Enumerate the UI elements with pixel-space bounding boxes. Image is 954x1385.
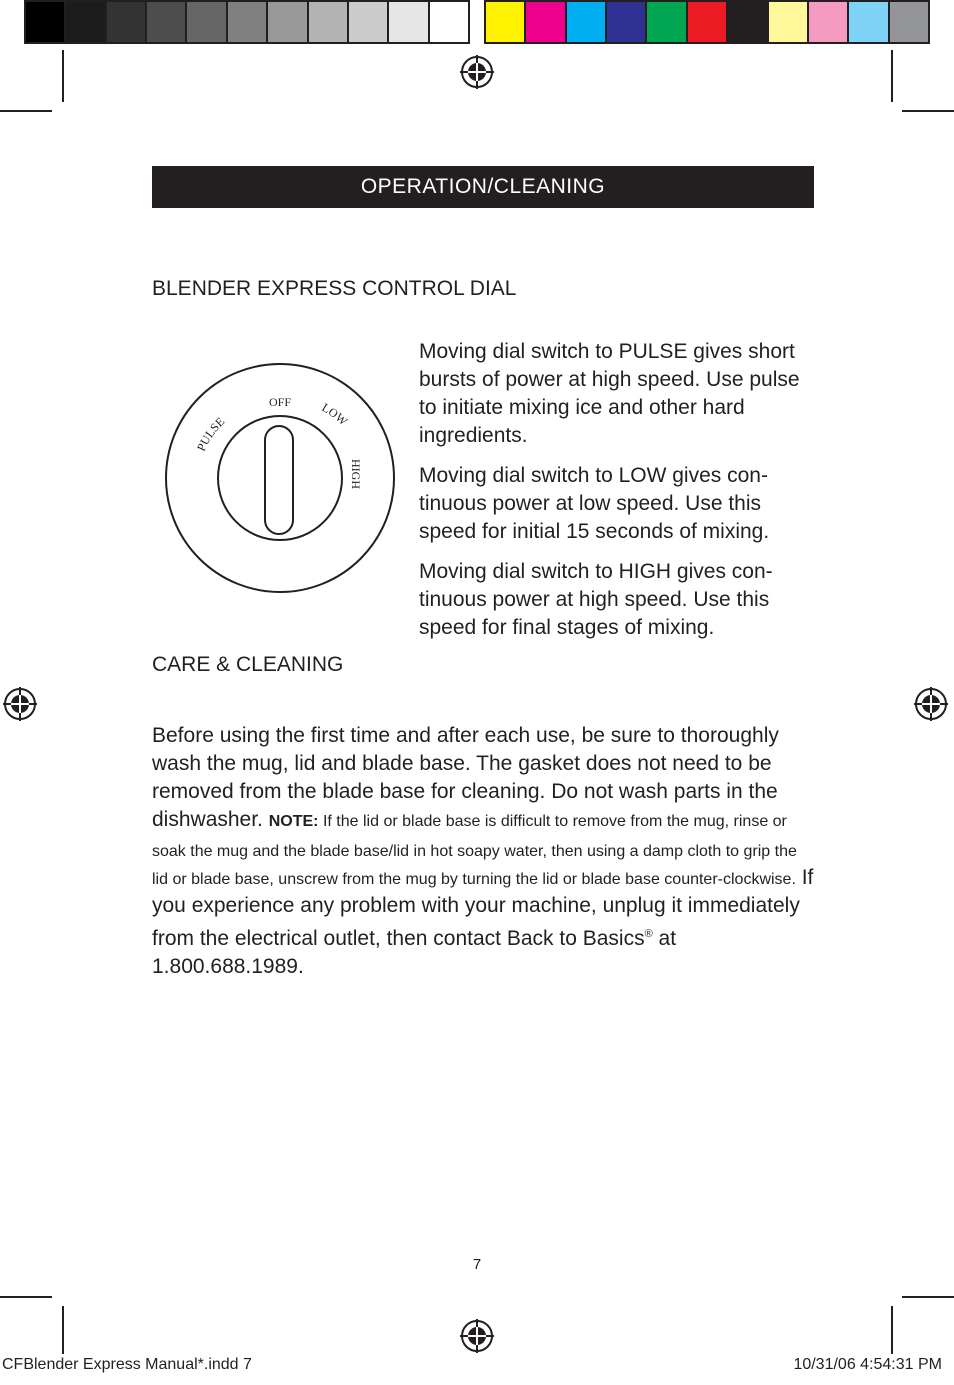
svg-text:LOW — [320, 400, 351, 428]
page-number: 7 — [472, 1256, 482, 1273]
color-swatch — [228, 2, 268, 42]
crop-mark — [0, 110, 52, 112]
pulse-description: Moving dial switch to PULSE gives short bursts of power at high speed. Use pulse to initiate mixing ice and other hard ingredients. — [419, 340, 800, 447]
crop-mark — [62, 1306, 64, 1354]
grayscale-color-bar — [24, 0, 470, 44]
high-description: Moving dial switch to HIGH gives con-tinuous power at high speed. Use this speed for final stages of mixing. — [419, 560, 773, 639]
footer-filename: CFBlender Express Manual*.indd 7 — [2, 1356, 252, 1373]
care-instructions — [152, 722, 814, 981]
color-swatch — [607, 2, 647, 42]
color-swatch — [309, 2, 349, 42]
color-swatch — [769, 2, 809, 42]
color-swatch — [647, 2, 687, 42]
color-swatch — [809, 2, 849, 42]
color-swatch — [688, 2, 728, 42]
color-swatch — [66, 2, 106, 42]
color-swatch — [268, 2, 308, 42]
registration-mark-icon — [3, 687, 37, 721]
section-title-bar: OPERATION/CLEANING — [152, 166, 814, 208]
care-section-heading: CARE & CLEANING — [152, 653, 344, 676]
crop-mark — [891, 50, 893, 102]
color-swatch — [430, 2, 468, 42]
color-swatch — [849, 2, 889, 42]
process-color-bar — [484, 0, 930, 44]
color-swatch — [728, 2, 768, 42]
color-swatch — [26, 2, 66, 42]
dial-label-high: HIGH — [349, 459, 363, 489]
crop-mark — [891, 1306, 893, 1354]
color-swatch — [890, 2, 928, 42]
color-swatch — [349, 2, 389, 42]
dial-section-heading: BLENDER EXPRESS CONTROL DIAL — [152, 277, 517, 300]
dial-label-off: OFF — [268, 395, 292, 409]
registration-mark-icon — [460, 55, 494, 89]
color-swatch — [567, 2, 607, 42]
crop-mark — [0, 1296, 52, 1298]
note-label: NOTE: — [268, 813, 319, 830]
care-intro: Before using the first time and after each use, be sure to thoroughly wash the mug, lid and blade base. The gasket does not need to be removed from the blade base for cleaning. Do not wash parts in the dishwasher. — [152, 724, 779, 831]
control-dial-illustration — [164, 362, 396, 594]
color-swatch — [486, 2, 526, 42]
registration-mark-icon — [914, 687, 948, 721]
dial-label-low: LOW — [319, 400, 351, 429]
color-swatch — [526, 2, 566, 42]
svg-text:PULSE — [194, 414, 227, 453]
color-swatch — [147, 2, 187, 42]
crop-mark — [902, 110, 954, 112]
color-swatch — [107, 2, 147, 42]
crop-mark — [62, 50, 64, 102]
registered-mark: ® — [644, 928, 653, 940]
color-swatch — [187, 2, 227, 42]
care-outro: If you experience any problem with your machine, unplug it immediately from the electrical outlet, then contact Back to Basics — [152, 866, 814, 950]
dial-label-pulse: PULSE — [193, 414, 228, 454]
registration-mark-icon — [460, 1319, 494, 1353]
contact-phone: at 1.800.688.1989. — [152, 927, 677, 978]
crop-mark — [902, 1296, 954, 1298]
color-swatch — [389, 2, 429, 42]
low-description: Moving dial switch to LOW gives con-tinuous power at low speed. Use this speed for initial 15 seconds of mixing. — [419, 464, 770, 543]
note-text: If the lid or blade base is difficult to remove from the mug, rinse or soak the mug and the blade base/lid in hot soapy water, then using a damp cloth to grip the lid or blade base, unscrew from the mug by turning the lid or blade base counter-clockwise. — [152, 813, 797, 888]
footer-timestamp: 10/31/06 4:54:31 PM — [793, 1356, 942, 1373]
